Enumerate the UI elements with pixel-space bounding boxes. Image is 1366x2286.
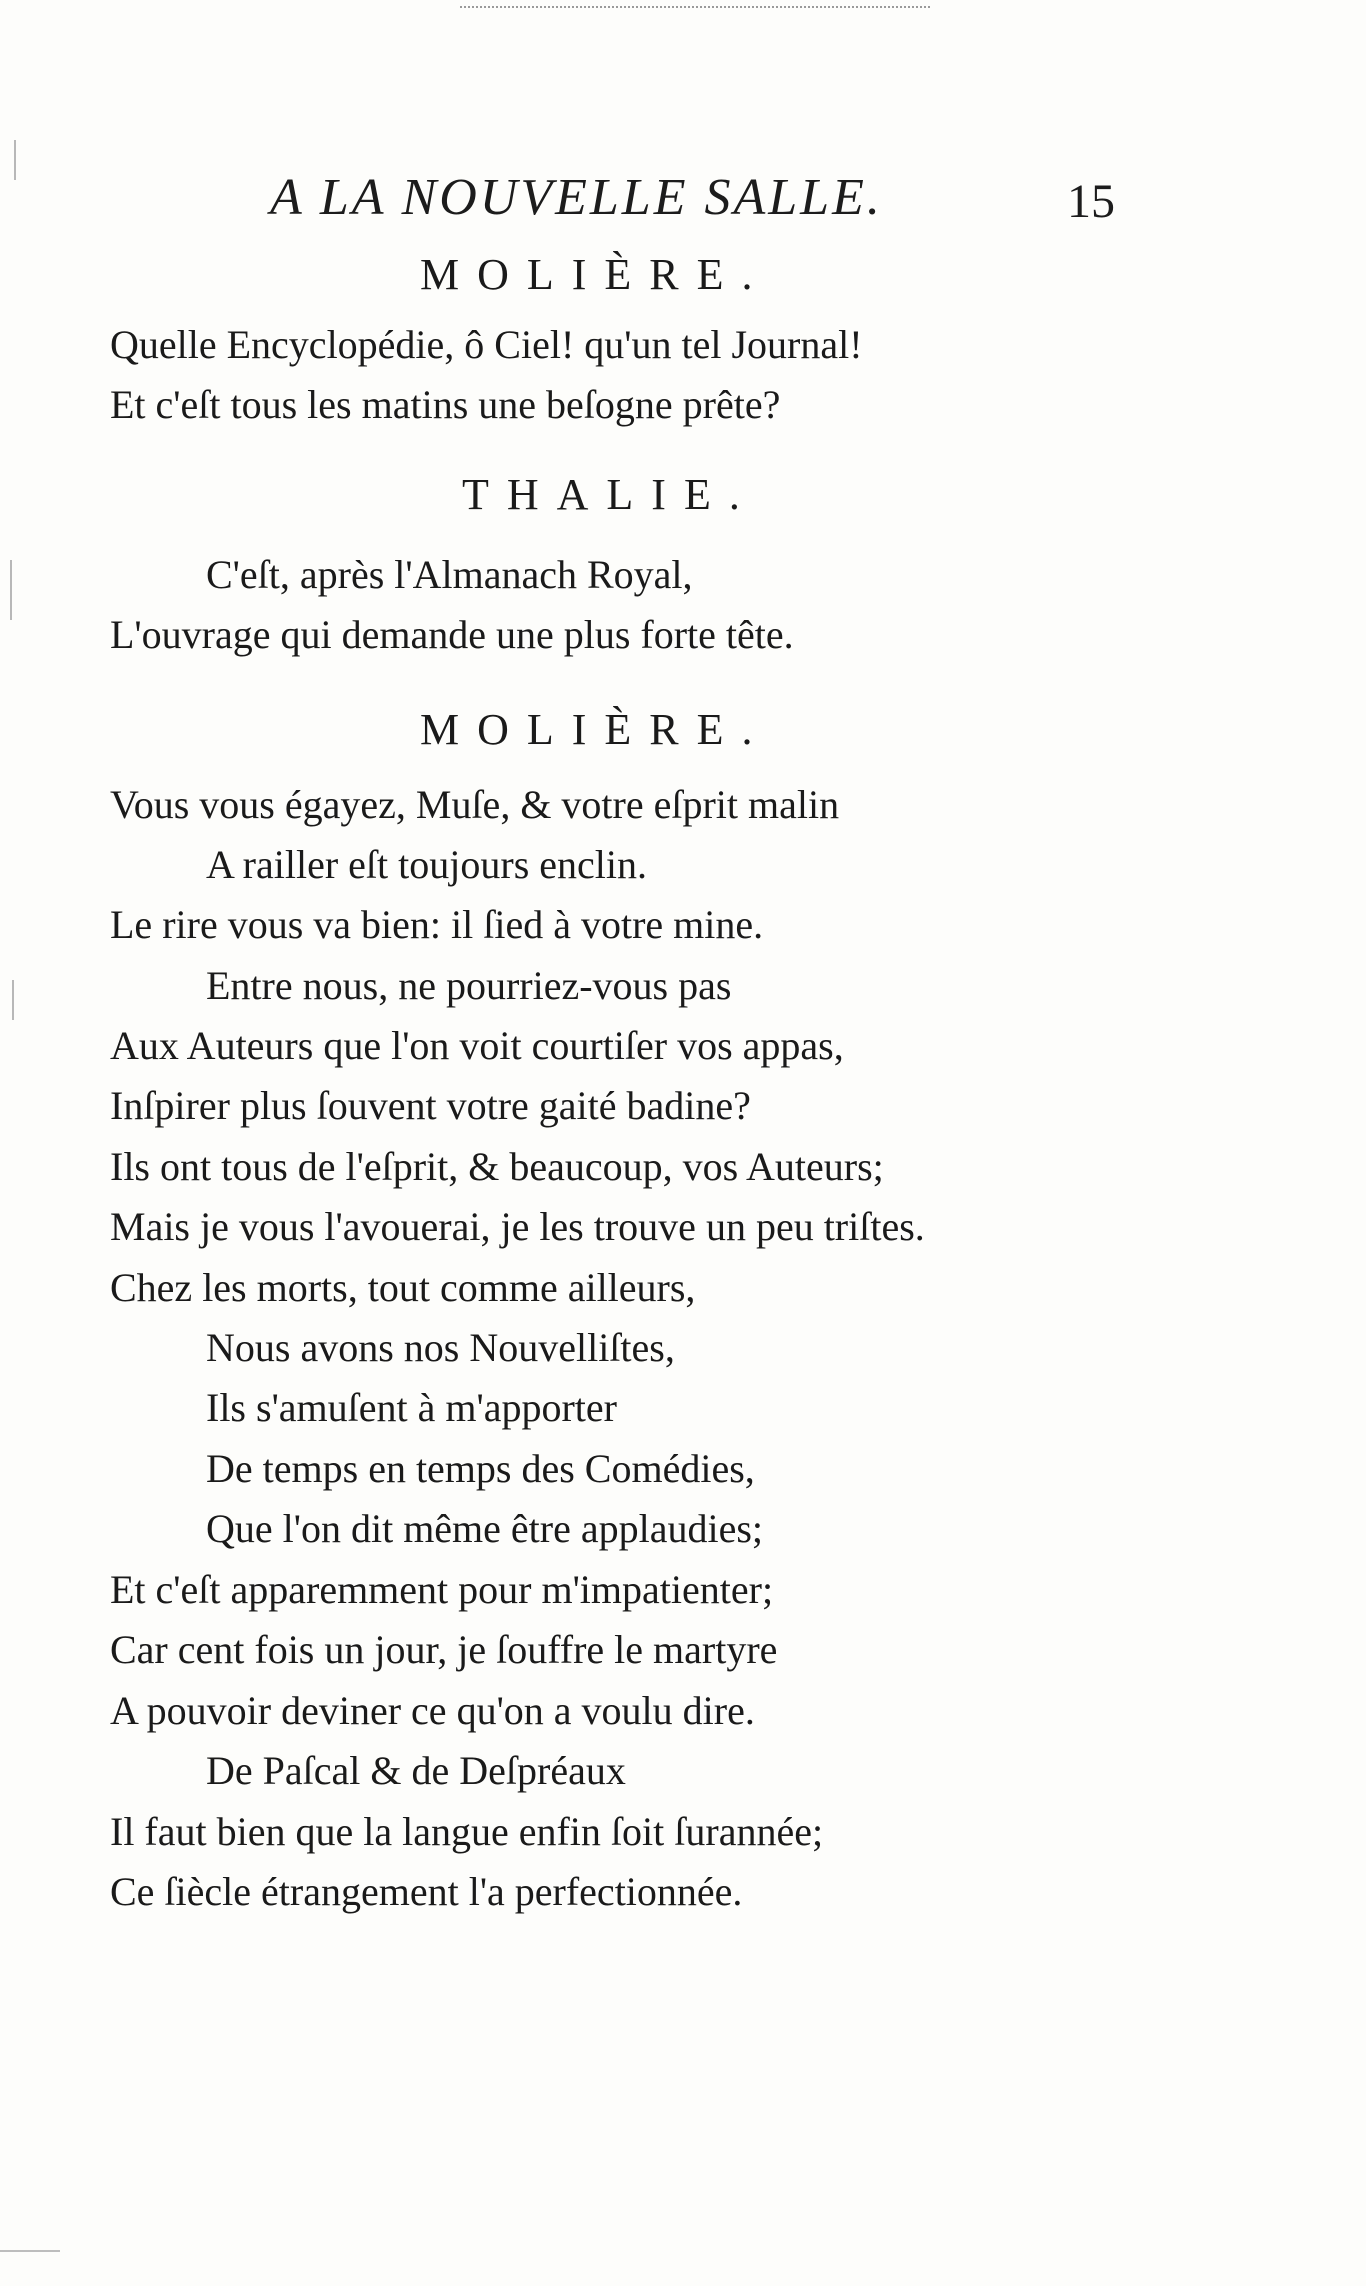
verse-line: L'ouvrage qui demande une plus forte tête. [110,612,794,657]
top-dotted-rule [460,6,930,8]
speaker-heading: MOLIÈRE. [420,250,771,299]
verse-line: Chez les morts, tout comme ailleurs, [110,1265,696,1310]
page-number: 15 [1067,175,1115,228]
verse-line: Inſpirer plus ſouvent votre gaité badine? [110,1083,751,1128]
verse-line: Ce ſiècle étrangement l'a perfectionnée. [110,1869,743,1914]
verse-line: Que l'on dit même être applaudies; [206,1506,764,1551]
margin-mark [12,980,14,1020]
verse-line: Entre nous, ne pourriez-vous pas [206,963,732,1008]
verse-line: Ils s'amuſent à m'apporter [206,1385,617,1430]
verse-line: Ils ont tous de l'eſprit, & beaucoup, vos Auteurs; [110,1144,884,1189]
verse-line: Quelle Encyclopédie, ô Ciel! qu'un tel Journal! [110,322,863,367]
speaker-heading: THALIE. [462,470,758,519]
running-head: A LA NOUVELLE SALLE. [270,169,883,226]
verse-line: Car cent fois un jour, je ſouffre le martyre [110,1627,778,1672]
verse-line: Aux Auteurs que l'on voit courtiſer vos appas, [110,1023,844,1068]
verse-line: Et c'eſt apparemment pour m'impatienter; [110,1567,774,1612]
verse-line: Mais je vous l'avouerai, je les trouve un peu triſtes. [110,1204,925,1249]
verse-line: Nous avons nos Nouvelliſtes, [206,1325,675,1370]
page-header [270,168,1170,228]
verse-line: C'eſt, après l'Almanach Royal, [206,552,693,597]
verse-line: A railler eſt toujours enclin. [206,842,647,887]
verse-line: Et c'eſt tous les matins une beſogne prête? [110,382,781,427]
verse-line: De Paſcal & de Deſpréaux [206,1748,626,1793]
verse-line: A pouvoir deviner ce qu'on a voulu dire. [110,1688,755,1733]
verse-line: Vous vous égayez, Muſe, & votre eſprit malin [110,782,840,827]
bottom-edge-rule [0,2250,60,2252]
verse-line: De temps en temps des Comédies, [206,1446,755,1491]
speaker-heading: MOLIÈRE. [420,705,771,754]
margin-mark [10,560,12,620]
verse-line: Il faut bien que la langue enfin ſoit ſurannée; [110,1809,824,1854]
verse-line: Le rire vous va bien: il ſied à votre mine. [110,902,764,947]
margin-mark [14,140,16,180]
